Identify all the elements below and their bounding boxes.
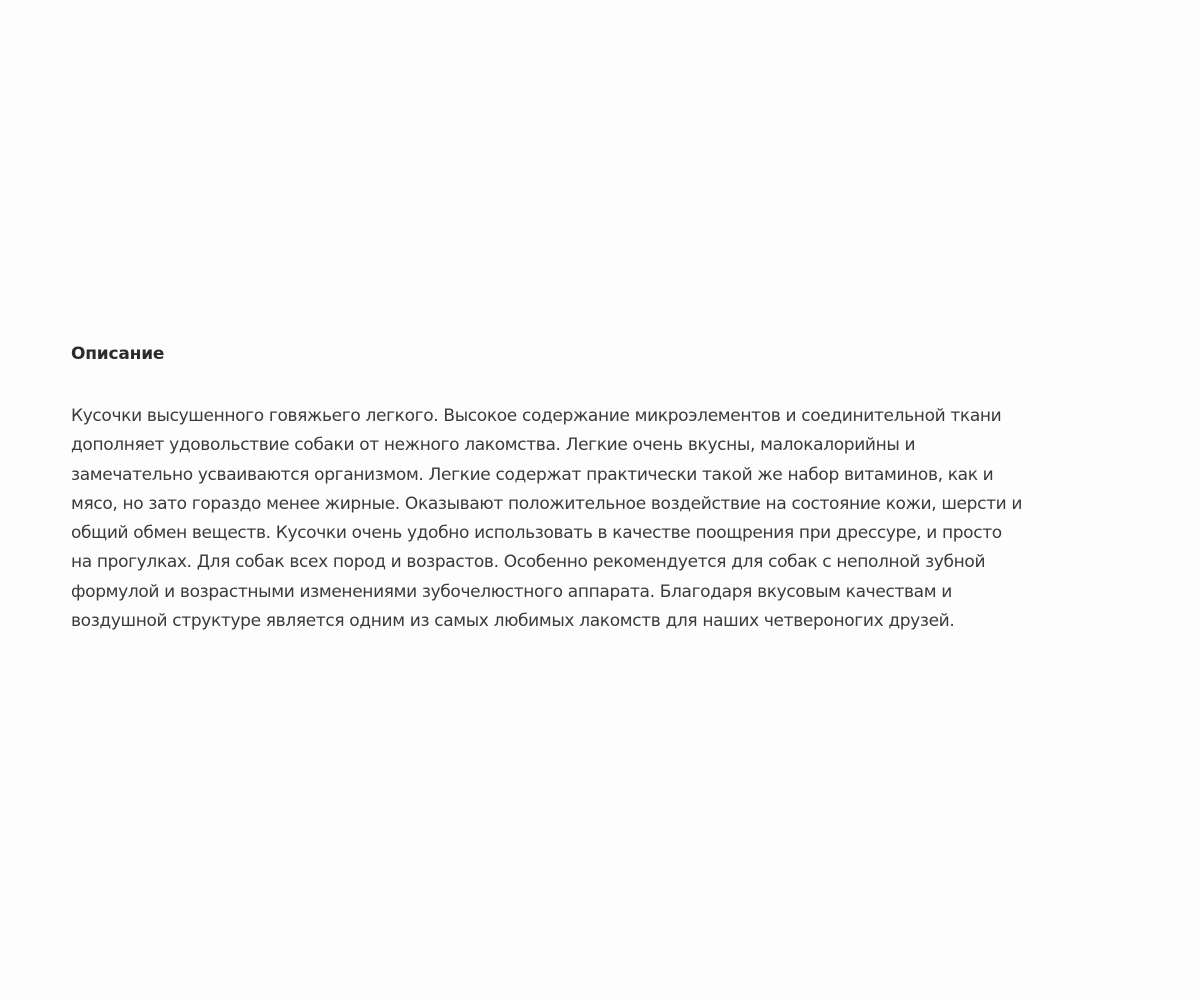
description-section — [71, 342, 1151, 636]
description-text — [71, 402, 1151, 636]
description-line: воздушной структуре является одним из самых любимых лакомств для наших четвероногих друзей. — [71, 611, 955, 632]
description-line: замечательно усваиваются организмом. Легкие содержат практически такой же набор витаминов, как и — [71, 464, 994, 485]
description-line: Кусочки высушенного говяжьего легкого. Высокое содержание микроэлементов и соединительной ткани — [71, 406, 1002, 426]
description-line: мясо, но зато гораздо менее жирные. Оказывают положительное воздействие на состояние кожи, шерсти и — [71, 493, 1023, 514]
description-line: формулой и возрастными изменениями зубочелюстного аппарата. Благодаря вкусовым качествам и — [71, 581, 952, 602]
description-line: дополняет удовольствие собаки от нежного лакомства. Легкие очень вкусны, малокалорийны и — [71, 435, 916, 456]
section-title: Описание — [71, 344, 165, 364]
description-line: общий обмен веществ. Кусочки очень удобно использовать в качестве поощрения при дрессуре, и просто — [71, 523, 1002, 544]
description-line: на прогулках. Для собак всех пород и возрастов. Особенно рекомендуется для собак с неполной зубной — [71, 552, 986, 573]
